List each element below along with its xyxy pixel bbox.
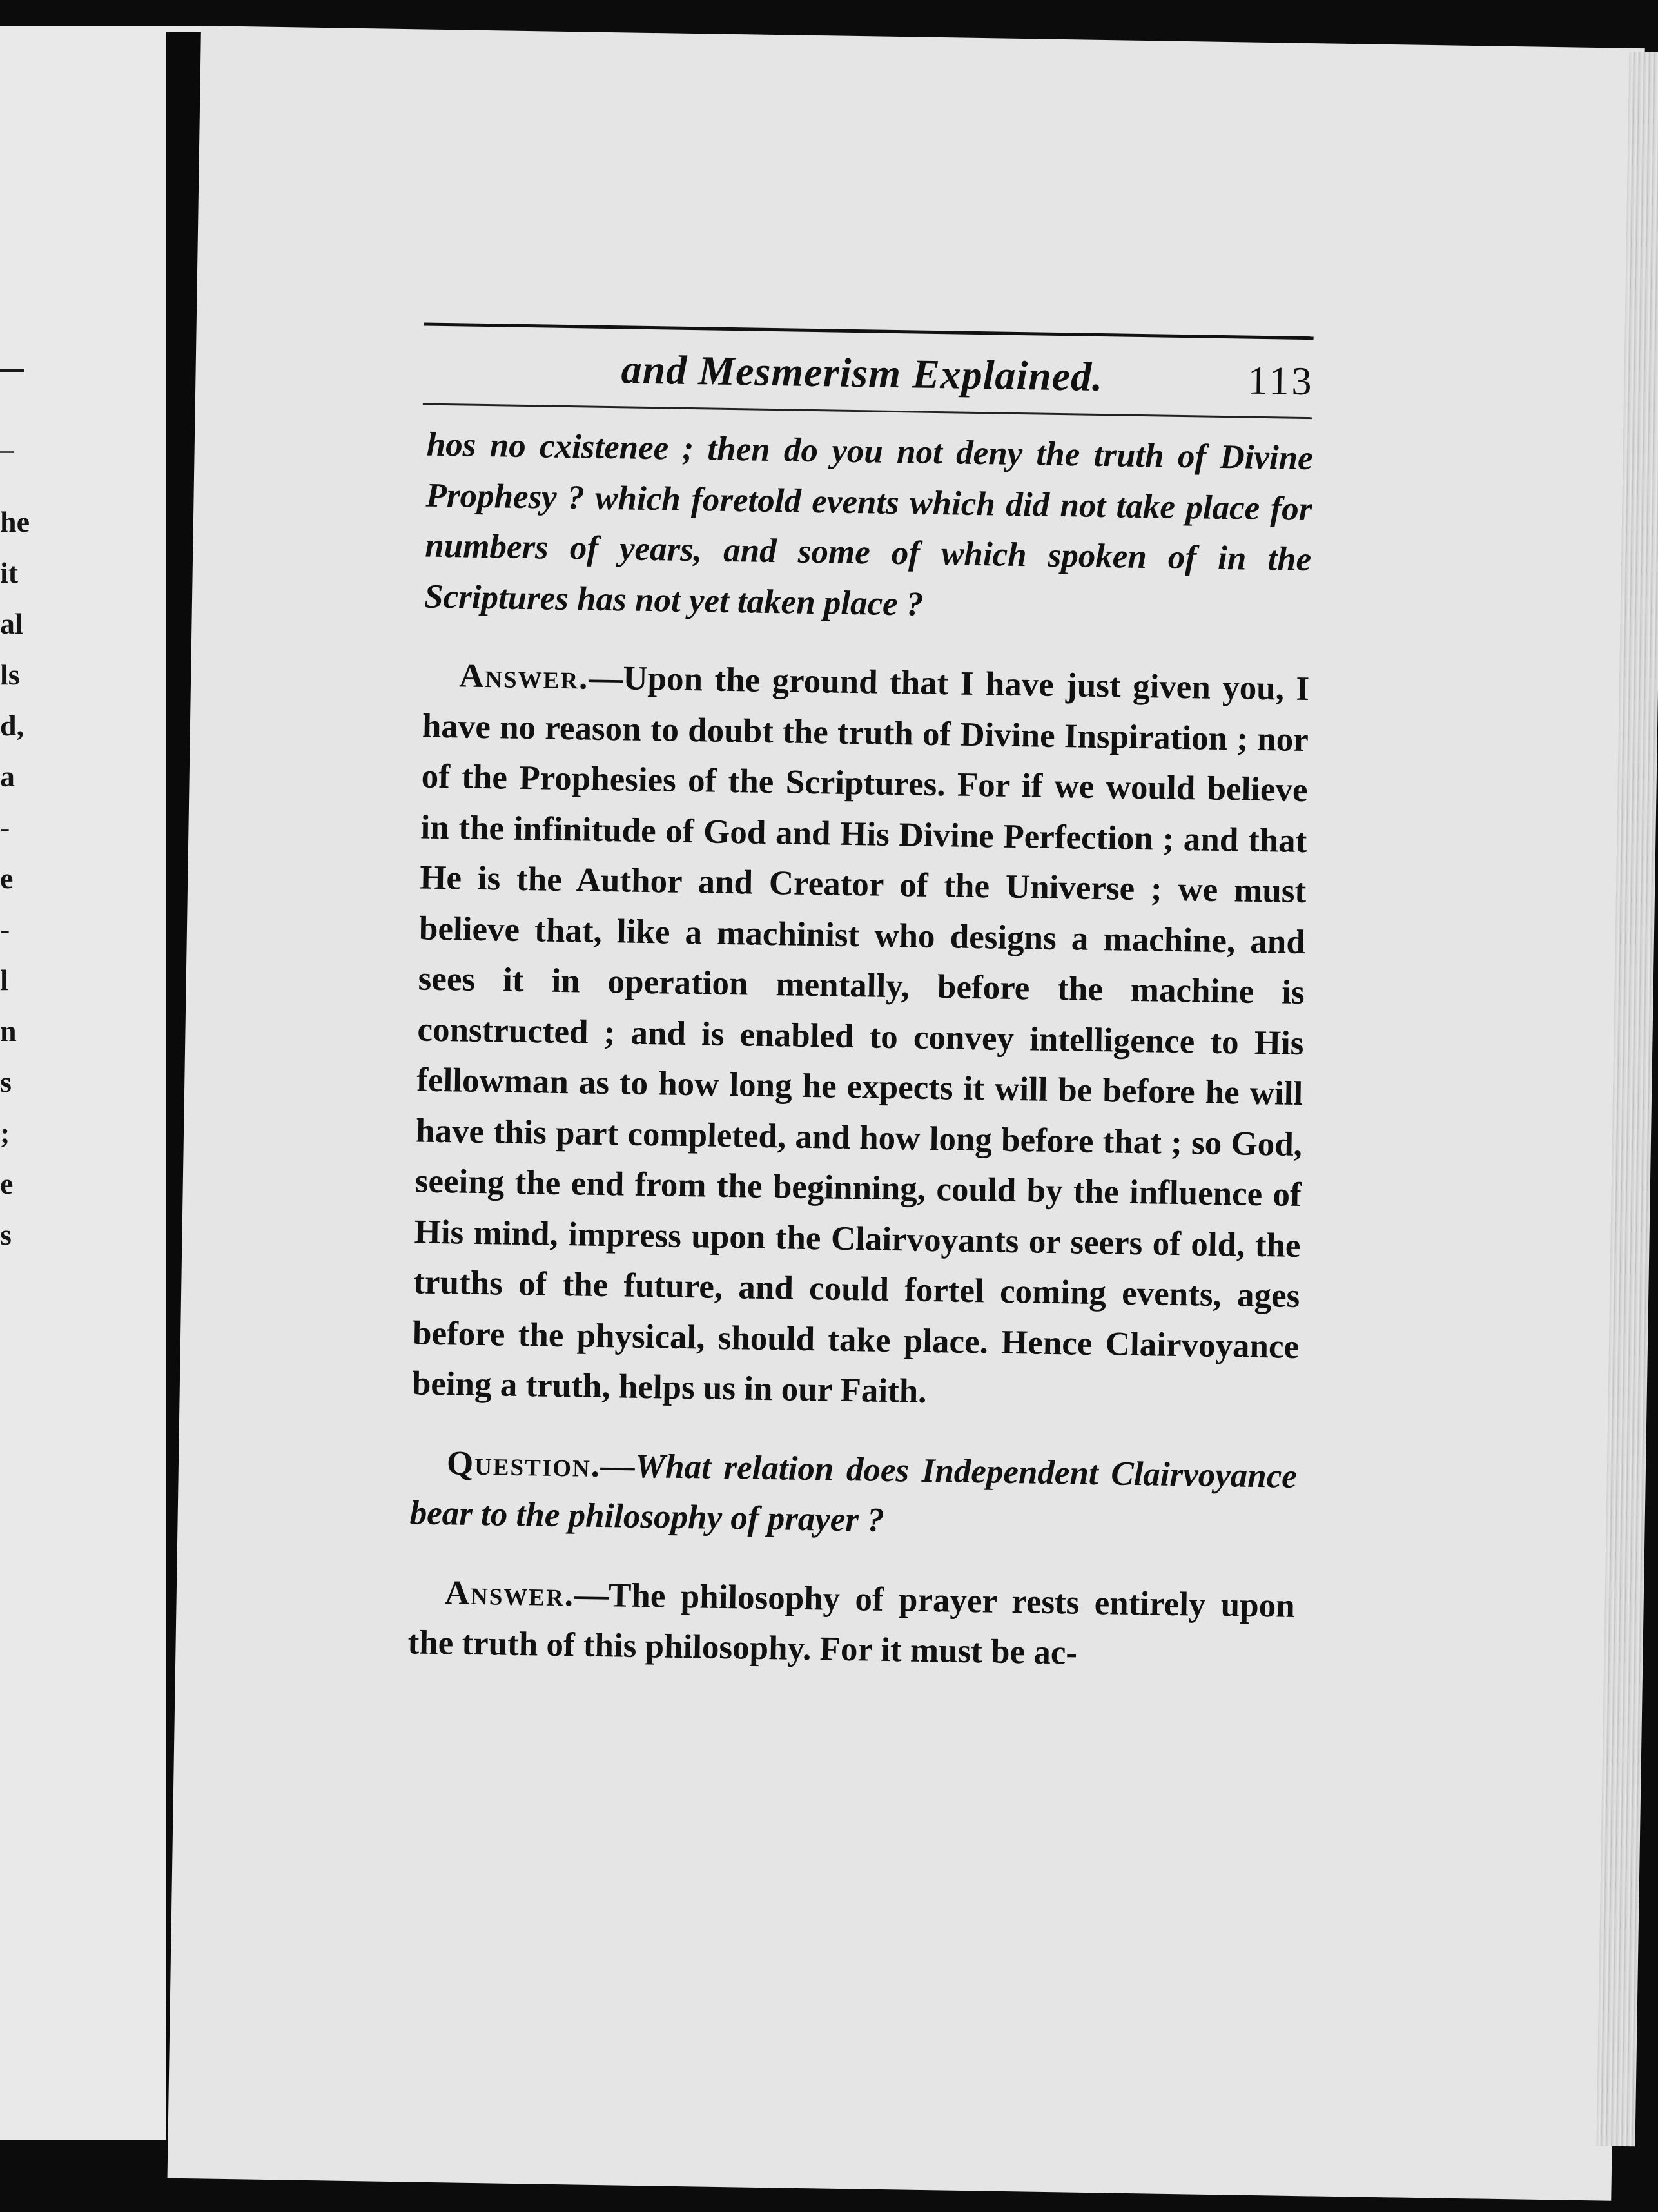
facing-page-fragment: - — [0, 811, 10, 844]
facing-page-fragment: - — [0, 913, 10, 946]
facing-page-fragment: ; — [0, 1116, 10, 1149]
answer-text: —The philosophy of prayer rests entirely upon the truth of this philosophy. For it must be ac- — [407, 1575, 1296, 1672]
facing-page-fragment: it — [0, 556, 19, 589]
facing-page-header-rule — [0, 369, 24, 372]
question-label: Question. — [446, 1444, 601, 1484]
running-title: and Mesmerism Explained. — [621, 346, 1104, 400]
facing-page-fragment: he — [0, 505, 30, 538]
facing-page-fragment: s — [0, 1065, 12, 1098]
continued-question-paragraph: hos no cxistenee ; then do you not deny the truth of Divine Prophesy ? which foretold events which did not take place for numbers of years, and some of which spoken of in the Scriptures has not yet taken place ? — [424, 425, 1314, 623]
facing-page-fragment: a — [0, 760, 15, 793]
running-head — [427, 326, 1315, 418]
page-number: 113 — [1247, 358, 1315, 404]
answer-paragraph-2 — [407, 1567, 1295, 1682]
facing-page-fragment: l — [0, 964, 8, 996]
question-text: —What relation does Independent Clairvoyance bear to the philosophy of prayer ? — [409, 1446, 1298, 1539]
answer-paragraph-1 — [411, 650, 1309, 1423]
facing-page-fragment: e — [0, 1167, 14, 1200]
book-page — [168, 26, 1645, 2201]
facing-page-fragment: al — [0, 607, 23, 640]
facing-page-text-edge — [0, 496, 39, 1260]
page-content — [407, 323, 1315, 1682]
body-text — [407, 420, 1313, 1682]
answer-label: Answer. — [458, 657, 589, 697]
answer-text: —Upon the ground that I have just given you, I have no reason to doubt the truth of Divine Inspiration ; nor of the Prophesies of the Scriptures. For if we would believe in the infinitude of God and His Divine Perfection ; and that He is the Author and Creator of the Universe ; we must believe that, like a machinist who designs a machine, and sees it in operation mentally, before the machine is constructed ; and is enabled to convey intelligence to His fellowman as to how long he expects it will be before he will have this part completed, and how long before that ; so God, seeing the end from the beginning, could by the influence of His mind, impress upon the Clairvoyants or seers of old, the truths of the future, and could fortel coming events, ages before the physical, should take place. Hence Clairvoyance being a truth, helps us in our Faith. — [411, 659, 1310, 1410]
facing-page-fragment: n — [0, 1014, 17, 1047]
facing-page-header-rule-thin — [0, 451, 14, 453]
facing-page-fragment: e — [0, 862, 14, 895]
facing-page-fragment: ls — [0, 658, 20, 691]
question-paragraph-2 — [409, 1437, 1297, 1553]
facing-page-fragment: d, — [0, 709, 24, 742]
facing-page-fragment: s — [0, 1218, 12, 1251]
answer-label: Answer. — [444, 1573, 575, 1613]
